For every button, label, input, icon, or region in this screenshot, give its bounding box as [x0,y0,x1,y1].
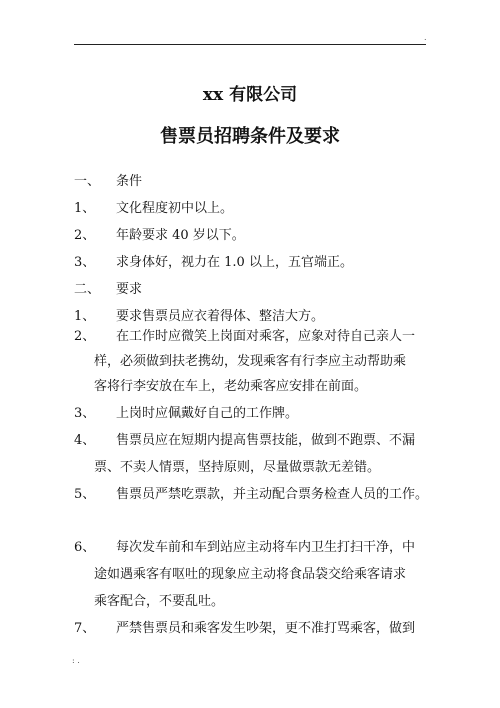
item-number: 2、 [74,228,96,243]
item-number: 7、 [74,621,96,636]
item-number: 5、 [74,487,96,502]
item-text: 途如遇乘客有呕吐的现象应主动将食品袋交给乘客请求 [94,567,407,582]
item-text: 条件 [116,174,143,189]
item-number: 1、 [74,201,96,216]
item-text: 上岗时应佩戴好自己的工作牌。 [116,406,299,421]
company-title: xx 有限公司 [202,85,298,105]
item-text: 乘客配合，不要乱吐。 [94,594,225,609]
item-number: 3、 [74,406,96,421]
item-text: 售票员严禁吃票款，并主动配合票务检查人员的工作。 [116,487,429,502]
item-text: 严禁售票员和乘客发生吵架，更不准打骂乘客，做到 [116,621,416,636]
item-number: 4、 [74,433,96,448]
header-mark: . [424,33,427,42]
item-number: 1、 [74,309,96,324]
item-number: 二、 [74,282,101,297]
item-number: 3、 [74,255,96,270]
document-subtitle: 售票员招聘条件及要求 [160,126,340,147]
item-text: 客将行李安放在车上，老幼乘客应安排在前面。 [94,379,368,394]
item-text: 年龄要求 40 岁以下。 [116,228,245,243]
item-text: 样，必须做到扶老携幼，发现乘客有行李应主动帮助乘 [94,354,407,369]
item-text: 在工作时应微笑上岗面对乘客，应象对待自己亲人一 [116,329,416,344]
item-text: 求身体好，视力在 1.0 以上，五官端正。 [116,255,353,270]
item-text: 要求 [116,282,143,297]
item-text: 票、不卖人情票，坚持原则，尽量做票款无差错。 [94,460,381,475]
footer-mark: : . [72,656,80,665]
item-text: 要求售票员应衣着得体、整洁大方。 [116,309,325,324]
item-number: 2、 [74,329,96,344]
item-number: 6、 [74,540,96,555]
item-text: 每次发车前和车到站应主动将车内卫生打扫干净，中 [116,540,416,555]
header-rule [74,44,426,45]
item-number: 一、 [74,174,101,189]
item-text: 文化程度初中以上。 [116,201,234,216]
item-text: 售票员应在短期内提高售票技能，做到不跑票、不漏 [116,433,416,448]
